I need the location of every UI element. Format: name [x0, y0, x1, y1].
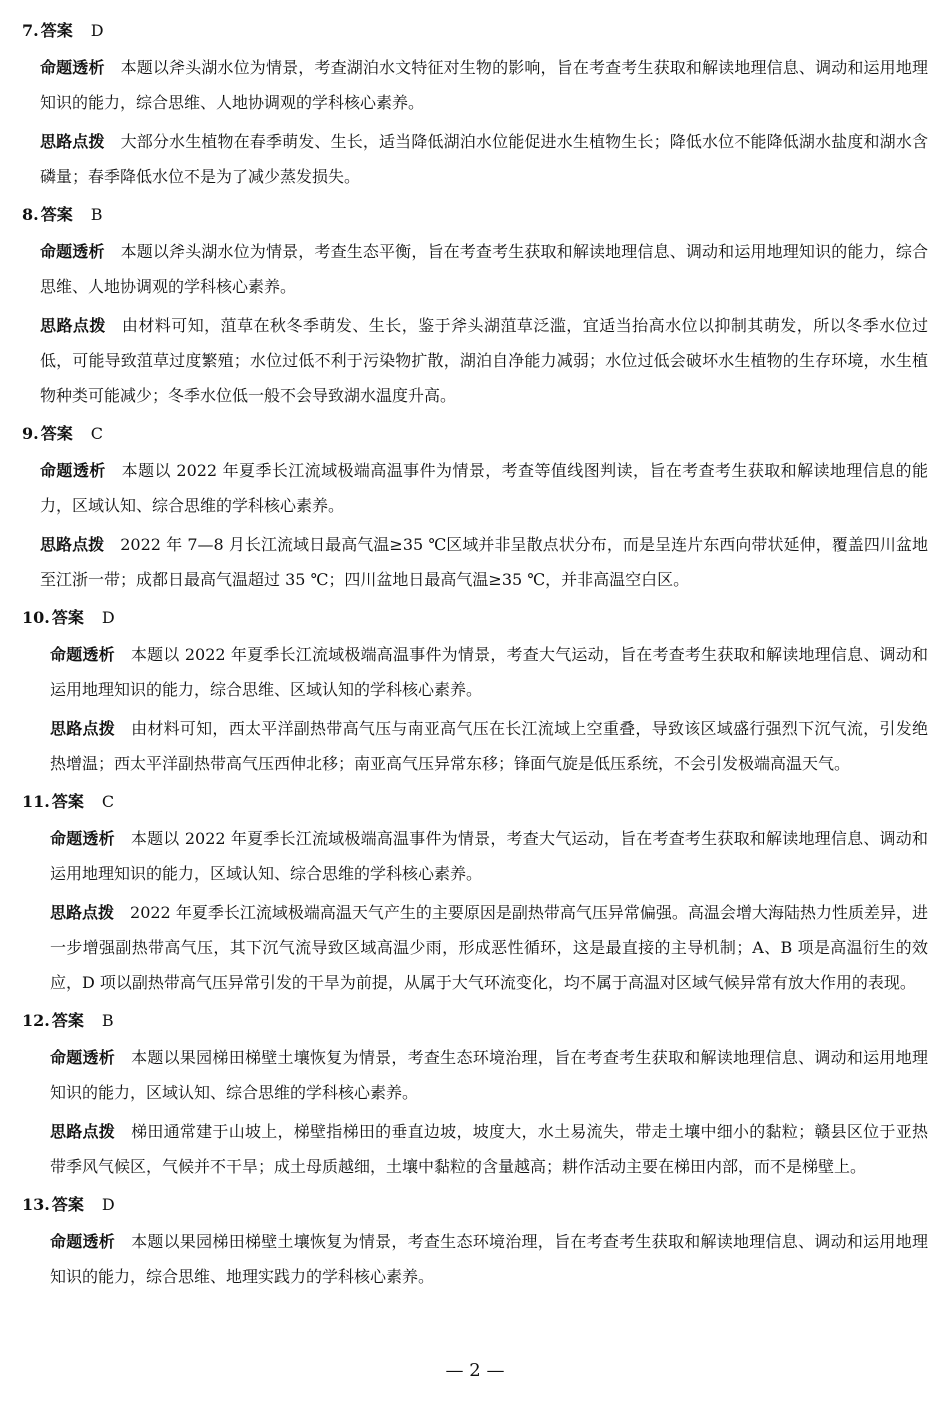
hint-label: 思路点拨: [40, 316, 106, 335]
answer-line: [22, 417, 928, 451]
analysis-text: 本题以斧头湖水位为情景，考查生态平衡，旨在考查考生获取和解读地理信息、调动和运用地理知识的能力，综合思维、人地协调观的学科核心素养。: [40, 242, 928, 296]
question-number: 7.: [22, 21, 39, 40]
question-number: 13.: [22, 1195, 50, 1214]
answer-value: D: [90, 21, 104, 40]
answer-line: [22, 198, 928, 232]
question-number: 9.: [22, 424, 39, 443]
hint-text: 由材料可知，菹草在秋冬季萌发、生长，鉴于斧头湖菹草泛滥，宜适当抬高水位以抑制其萌发，所以冬季水位过低，可能导致菹草过度繁殖；水位过低不利于污染物扩散，湖泊自净能力减弱；水位过低会破坏水生植物的生存环境，水生植物种类可能减少；冬季水位低一般不会导致湖水温度升高。: [40, 316, 928, 405]
question-7: [22, 14, 928, 194]
hint-paragraph: [22, 124, 928, 194]
answer-label: 答案: [51, 1195, 84, 1214]
analysis-paragraph: [22, 50, 928, 120]
hint-label: 思路点拨: [40, 535, 105, 554]
answer-value: D: [101, 1195, 115, 1214]
hint-paragraph: [22, 308, 928, 413]
analysis-text: 本题以果园梯田梯壁土壤恢复为情景，考查生态环境治理，旨在考查考生获取和解读地理信息、调动和运用地理知识的能力，区域认知、综合思维的学科核心素养。: [50, 1048, 928, 1102]
question-11: [22, 785, 928, 1000]
hint-text: 大部分水生植物在春季萌发、生长，适当降低湖泊水位能促进水生植物生长；降低水位不能降低湖水盐度和湖水含磷量；春季降低水位不是为了减少蒸发损失。: [40, 132, 928, 186]
answer-label: 答案: [40, 21, 73, 40]
answer-label: 答案: [51, 792, 84, 811]
answer-line: [22, 1004, 928, 1038]
answer-label: 答案: [51, 1011, 84, 1030]
analysis-paragraph: [22, 1040, 928, 1110]
answer-line: [22, 785, 928, 819]
analysis-text: 本题以 2022 年夏季长江流域极端高温事件为情景，考查大气运动，旨在考查考生获取和解读地理信息、调动和运用地理知识的能力，综合思维、区域认知的学科核心素养。: [50, 645, 928, 699]
analysis-text: 本题以 2022 年夏季长江流域极端高温事件为情景，考查大气运动，旨在考查考生获取和解读地理信息、调动和运用地理知识的能力，区域认知、综合思维的学科核心素养。: [50, 829, 928, 883]
page-number: — 2 —: [445, 1360, 505, 1381]
hint-paragraph: [22, 711, 928, 781]
hint-text: 由材料可知，西太平洋副热带高气压与南亚高气压在长江流域上空重叠，导致该区域盛行强烈下沉气流，引发绝热增温；西太平洋副热带高气压西伸北移；南亚高气压异常东移；锋面气旋是低压系统，不会引发极端高温天气。: [50, 719, 928, 773]
hint-text: 2022 年 7—8 月长江流域日最高气温≥35 ℃区域并非呈散点状分布，而是呈连片东西向带状延伸，覆盖四川盆地至江浙一带；成都日最高气温超过 35 ℃；四川盆地日最高气温≥35 ℃，并非高温空白区。: [40, 535, 928, 589]
question-number: 10.: [22, 608, 50, 627]
analysis-label: 命题透析: [50, 1048, 116, 1067]
answer-label: 答案: [40, 205, 73, 224]
analysis-text: 本题以果园梯田梯壁土壤恢复为情景，考查生态环境治理，旨在考查考生获取和解读地理信息、调动和运用地理知识的能力，综合思维、地理实践力的学科核心素养。: [50, 1232, 928, 1286]
analysis-label: 命题透析: [50, 1232, 116, 1251]
analysis-label: 命题透析: [40, 58, 105, 77]
analysis-text: 本题以斧头湖水位为情景，考查湖泊水文特征对生物的影响，旨在考查考生获取和解读地理信息、调动和运用地理知识的能力，综合思维、人地协调观的学科核心素养。: [40, 58, 928, 112]
answer-value: B: [90, 205, 103, 224]
answer-value: C: [101, 792, 115, 811]
hint-label: 思路点拨: [50, 1122, 116, 1141]
analysis-paragraph: [22, 637, 928, 707]
analysis-paragraph: [22, 234, 928, 304]
answer-label: 答案: [51, 608, 84, 627]
answer-line: [22, 601, 928, 635]
question-9: [22, 417, 928, 597]
answer-line: [22, 1188, 928, 1222]
hint-label: 思路点拨: [50, 903, 115, 922]
hint-label: 思路点拨: [40, 132, 105, 151]
analysis-text: 本题以 2022 年夏季长江流域极端高温事件为情景，考查等值线图判读，旨在考查考生获取和解读地理信息的能力，区域认知、综合思维的学科核心素养。: [40, 461, 928, 515]
question-number: 8.: [22, 205, 39, 224]
question-10: [22, 601, 928, 781]
hint-text: 梯田通常建于山坡上，梯壁指梯田的垂直边坡，坡度大，水土易流失，带走土壤中细小的黏粒；赣县区位于亚热带季风气候区，气候并不干旱；成土母质越细，土壤中黏粒的含量越高；耕作活动主要在梯田内部，而不是梯壁上。: [50, 1122, 928, 1176]
question-8: [22, 198, 928, 413]
answer-label: 答案: [40, 424, 73, 443]
analysis-paragraph: [22, 1224, 928, 1294]
hint-paragraph: [22, 1114, 928, 1184]
question-number: 11.: [22, 792, 50, 811]
question-13: [22, 1188, 928, 1294]
analysis-label: 命题透析: [50, 829, 115, 848]
question-12: [22, 1004, 928, 1184]
answer-value: C: [90, 424, 103, 443]
question-number: 12.: [22, 1011, 50, 1030]
hint-paragraph: [22, 527, 928, 597]
hint-label: 思路点拨: [50, 719, 116, 738]
answer-line: [22, 14, 928, 48]
analysis-paragraph: [22, 453, 928, 523]
analysis-label: 命题透析: [50, 645, 115, 664]
analysis-label: 命题透析: [40, 461, 106, 480]
answer-value: D: [101, 608, 115, 627]
hint-text: 2022 年夏季长江流域极端高温天气产生的主要原因是副热带高气压异常偏强。高温会增大海陆热力性质差异，进一步增强副热带高气压，其下沉气流导致区域高温少雨，形成恶性循环，这是最直接的主导机制；A、B 项是高温衍生的效应，D 项以副热带高气压异常引发的干旱为前提，从属于大气环流变化，均不属于高温对区域气候异常有放大作用的表现。: [50, 903, 928, 992]
analysis-label: 命题透析: [40, 242, 105, 261]
hint-paragraph: [22, 895, 928, 1000]
answer-value: B: [101, 1011, 114, 1030]
analysis-paragraph: [22, 821, 928, 891]
